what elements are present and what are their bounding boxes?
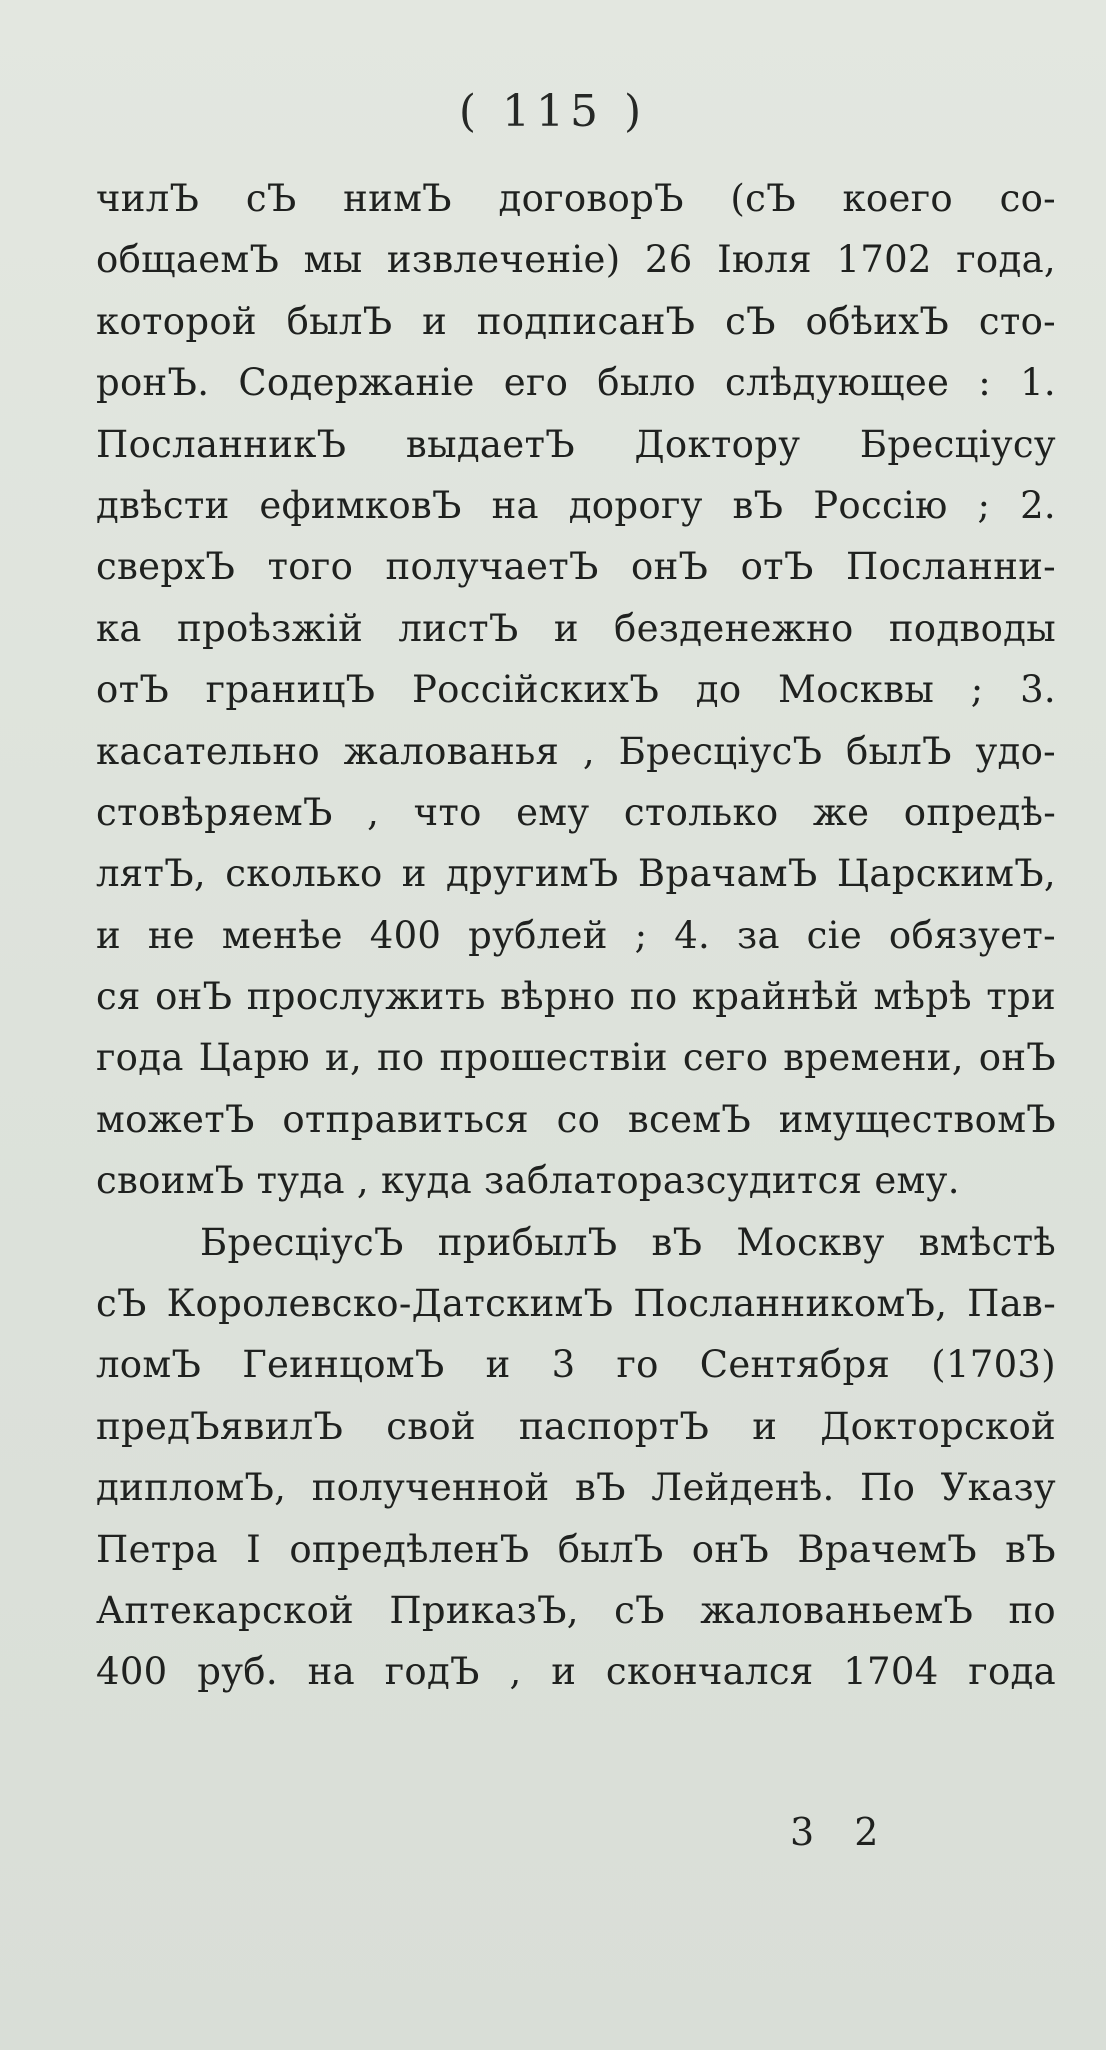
text-line: ка проѣзжій листЪ и безденежно подводы bbox=[96, 606, 1056, 650]
text-line: своимЪ туда , куда заблаторазсудится ему. bbox=[96, 1159, 960, 1203]
text-line: лятЪ, сколько и другимЪ ВрачамЪ ЦарскимЪ, bbox=[96, 852, 1056, 896]
text-line: ся онЪ прослужить вѣрно по крайнѣй мѣрѣ три bbox=[96, 975, 1056, 1019]
paragraph bbox=[96, 1212, 1056, 1703]
text-line: дипломЪ, полученной вЪ Лейденѣ. По Указу bbox=[96, 1466, 1056, 1510]
signature-mark: 3 2 bbox=[790, 1810, 893, 1854]
page-number: ( 115 ) bbox=[458, 86, 648, 137]
text-line: ломЪ ГеинцомЪ и 3 го Сентября (1703) bbox=[96, 1343, 1056, 1387]
text-line: ронЪ. Содержаніе его было слѣдующее : 1. bbox=[96, 361, 1056, 405]
text-line: 400 руб. на годЪ , и скончался 1704 года bbox=[96, 1650, 1056, 1694]
text-line: общаемЪ мы извлеченіе) 26 Іюля 1702 года, bbox=[96, 238, 1056, 282]
text-line: и не менѣе 400 рублей ; 4. за сіе обязует- bbox=[96, 913, 1056, 957]
body-text bbox=[96, 168, 1056, 1703]
text-line: Петра I опредѣленЪ былЪ онЪ ВрачемЪ вЪ bbox=[96, 1527, 1056, 1571]
text-line: ПосланникЪ выдаетЪ Доктору Бресціусу bbox=[96, 422, 1056, 466]
text-line: Аптекарской ПриказЪ, сЪ жалованьемЪ по bbox=[96, 1588, 1056, 1632]
text-line: которой былЪ и подписанЪ сЪ обѣихЪ сто- bbox=[96, 299, 1056, 343]
text-line: сЪ Королевско-ДатскимЪ ПосланникомЪ, Пав- bbox=[96, 1282, 1056, 1326]
text-line: двѣсти ефимковЪ на дорогу вЪ Россію ; 2. bbox=[96, 483, 1056, 527]
text-line: сверхЪ того получаетЪ онЪ отЪ Посланни- bbox=[96, 545, 1056, 589]
text-line: отЪ границЪ РоссійскихЪ до Москвы ; 3. bbox=[96, 668, 1056, 712]
text-line: чилЪ сЪ нимЪ договорЪ (сЪ коего со- bbox=[96, 177, 1056, 220]
paragraph bbox=[96, 168, 1056, 1212]
text-line: касательно жалованья , БресціусЪ былЪ удо- bbox=[96, 729, 1056, 773]
text-line: стовѣряемЪ , что ему столько же опредѣ- bbox=[96, 790, 1056, 834]
text-line: БресціусЪ прибылЪ вЪ Москву вмѣстѣ bbox=[200, 1220, 1056, 1264]
text-line: года Царю и, по прошествіи сего времени, онЪ bbox=[96, 1036, 1056, 1080]
text-line: можетЪ отправиться со всемЪ имуществомЪ bbox=[96, 1097, 1056, 1141]
text-line: предЪявилЪ свой паспортЪ и Докторской bbox=[96, 1404, 1056, 1448]
